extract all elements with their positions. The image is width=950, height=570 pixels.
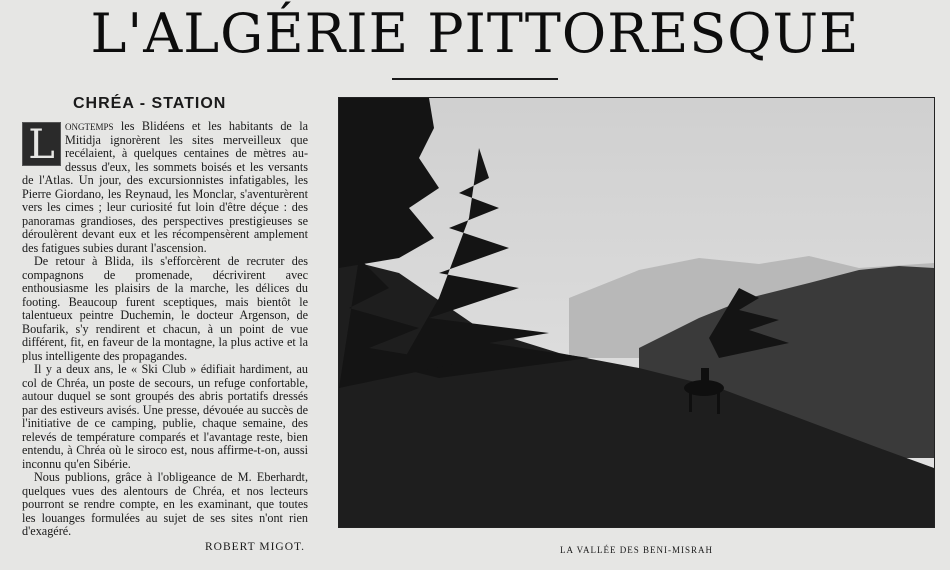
masthead-title: L'ALGÉRIE PITTORESQUE xyxy=(90,2,860,65)
article-paragraph xyxy=(22,120,308,255)
article-paragraph: Il y a deux ans, le « Ski Club » édifiait hardiment, au col de Chréa, un poste de secours, un refuge confortable, autour duquel se sont groupés des abris portatifs dressés par des estiveurs avisés. Une presse, dévouée au succès de l'initiative de ce camping, publie, chaque semaine, des relevés de température comparés et l'avantage reste, bien entendu, à Chréa où le siroco est, nous affirme-t-on, aussi inconnu qu'en Sibérie. xyxy=(22,362,308,471)
photo-caption: LA VALLÉE DES BENI-MISRAH xyxy=(560,545,713,555)
title-rule xyxy=(392,78,558,80)
paragraph-text: les Blidéens et les habitants de la Mitidja ignorèrent les sites merveilleux que recélaient, à quelques centaines de mètres au-dessus d'eux, les sommets boisés et les versants de l'Atlas. Un jour, des excursionnistes infatigables, les Pierre Giordano, les Reynaud, les Monclar, s'aventurèrent vers les cimes ; leur curiosité fut loin d'être déçue : des panoramas grandioses, des perspectives prestigieuses se déroulèrent devant eux et les récompensèrent amplement des fatigues subies durant l'ascension. xyxy=(22,119,308,255)
article-title: CHRÉA - STATION xyxy=(73,95,227,112)
article-body xyxy=(22,120,308,539)
article-paragraph: Nous publions, grâce à l'obligeance de M. Eberhardt, quelques vues des alentours de Chréa, et nos lecteurs pourront se rendre compte, en les examinant, que toutes les louanges formulées au sujet de ses sites n'ont rien d'exagéré. xyxy=(22,470,308,538)
lead-smallcaps: ongtemps xyxy=(65,119,114,133)
dropcap-letter: L xyxy=(22,122,61,166)
article-paragraph: De retour à Blida, ils s'efforcèrent de recruter des compagnons de promenade, décrivirent avec enthousiasme les plaisirs de la marche, les délices du footing. Beaucoup furent sceptiques, mais bientôt le talentueux peintre Duchemin, le docteur Argenson, de Boufarik, s'y rendirent et chacun, à un point de vue différent, fit, en faveur de la montagne, la plus active et la plus intelligente des propagandes. xyxy=(22,254,308,363)
photo-illustration xyxy=(339,98,934,527)
author-signature: ROBERT MIGOT. xyxy=(205,541,306,553)
photo-valley xyxy=(338,97,935,528)
